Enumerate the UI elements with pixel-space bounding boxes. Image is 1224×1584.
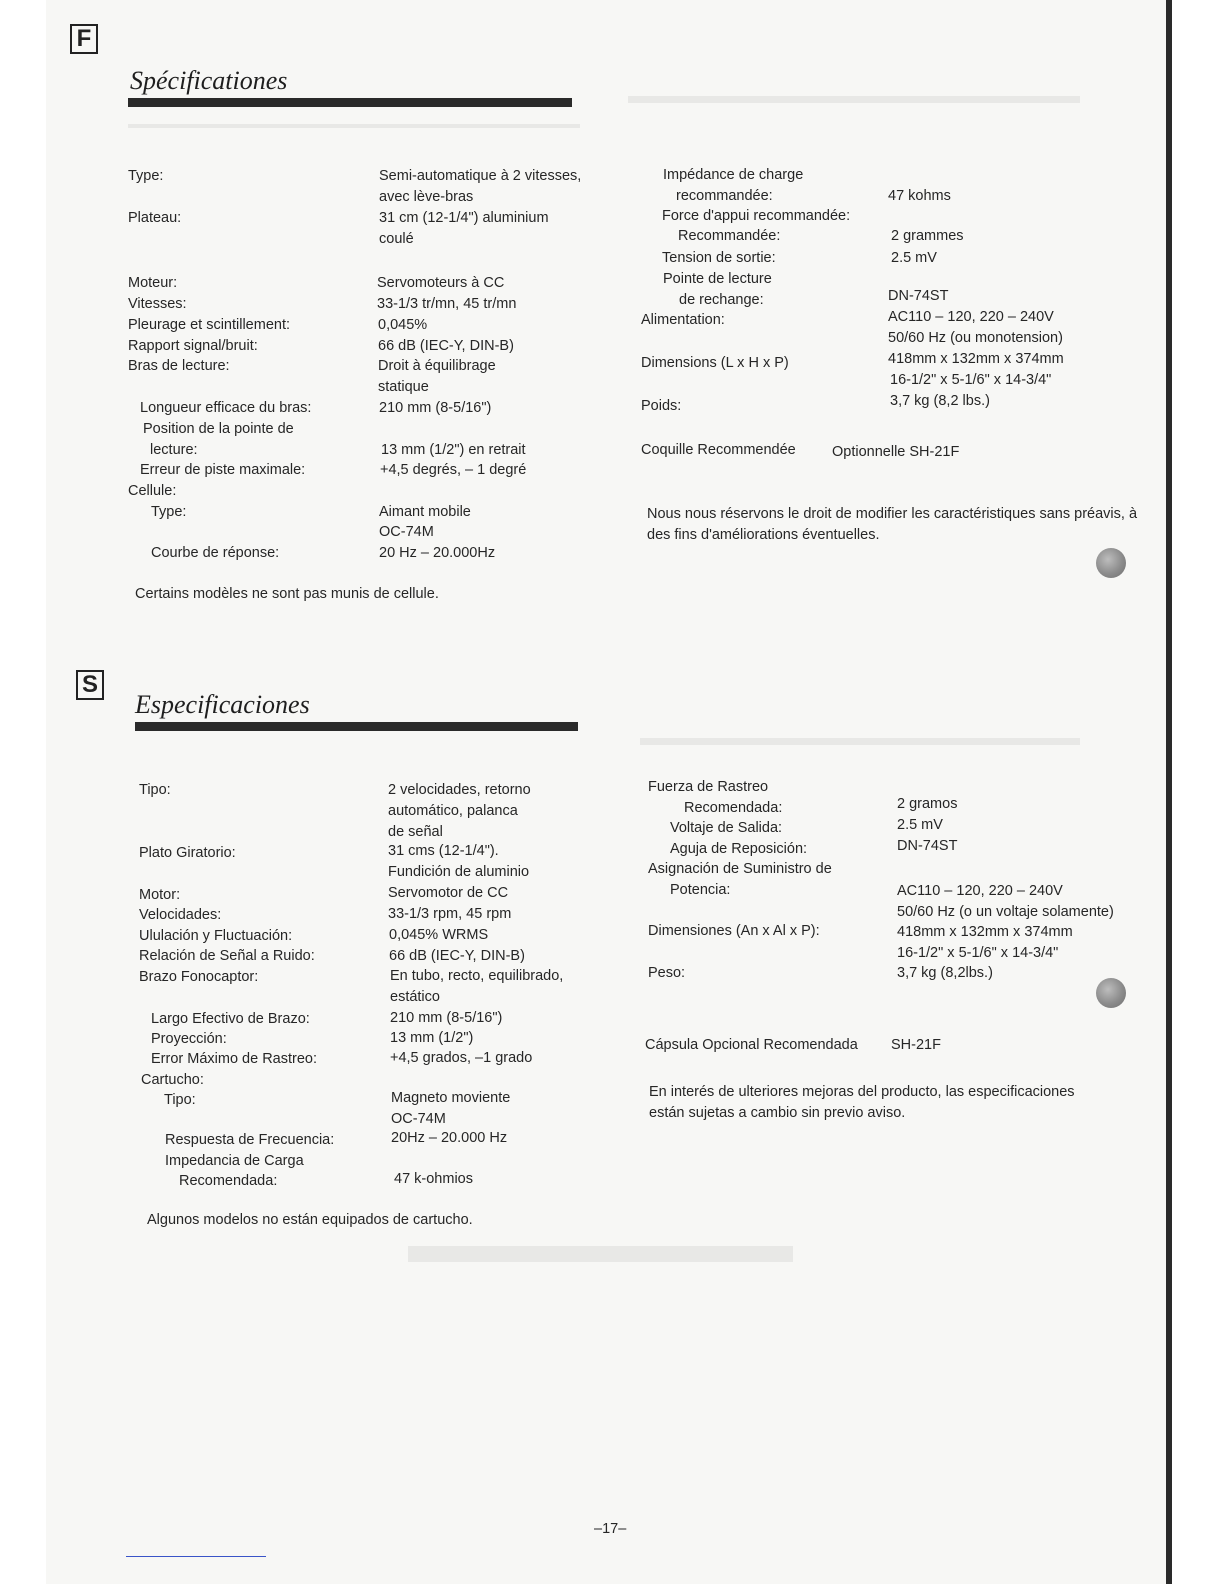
spec-label: Poids: (641, 398, 682, 414)
spec-value: 31 cm (12-1/4") aluminium (379, 210, 549, 226)
spec-label: Plateau: (128, 210, 182, 226)
spec-value: 0,045% WRMS (389, 927, 489, 943)
french-cartridge-note: Certains modèles ne sont pas munis de cellule. (135, 586, 439, 602)
spec-value: estático (390, 989, 440, 1005)
footer-link-underline (126, 1556, 266, 1557)
spec-value: 20Hz – 20.000 Hz (391, 1130, 508, 1146)
spec-value: statique (378, 379, 429, 395)
spec-label: Type: (128, 168, 164, 184)
spec-value: 16-1/2" x 5-1/6" x 14-3/4" (890, 372, 1052, 388)
spec-label: Impédance de charge (663, 167, 804, 183)
spec-label: Recomendada: (179, 1173, 278, 1189)
spec-label: Coquille Recommendée (641, 442, 796, 458)
spec-label: Position de la pointe de (143, 421, 294, 437)
spec-label: Asignación de Suministro de (648, 861, 832, 877)
spec-value: +4,5 grados, –1 grado (390, 1050, 533, 1066)
page-margin-right (1172, 0, 1224, 1584)
spec-value: 2 grammes (891, 228, 964, 244)
spec-label: Tipo: (164, 1092, 196, 1108)
spec-label: Recomendada: (684, 800, 783, 816)
spec-label: Pointe de lecture (663, 271, 772, 287)
section-title-spanish: Especificaciones (135, 690, 310, 719)
spec-label: Dimensiones (An x Al x P): (648, 923, 820, 939)
spec-label: Velocidades: (139, 907, 222, 923)
punch-hole-marker (1096, 548, 1126, 578)
spec-label: Motor: (139, 887, 181, 903)
spec-value: 66 dB (IEC-Y, DIN-B) (389, 948, 525, 964)
spec-value: AC110 – 120, 220 – 240V (897, 883, 1063, 899)
spec-value: 2.5 mV (891, 250, 937, 266)
spec-label: Voltaje de Salida: (670, 820, 783, 836)
spec-label: Tipo: (139, 782, 171, 798)
spec-label: Moteur: (128, 275, 178, 291)
spec-value: automático, palanca (388, 803, 518, 819)
spec-label: Dimensions (L x H x P) (641, 355, 789, 371)
spec-value: Servomotor de CC (388, 885, 509, 901)
spec-label: Potencia: (670, 882, 731, 898)
spec-value: de señal (388, 824, 443, 840)
spec-value: Aimant mobile (379, 504, 471, 520)
spec-label: Fuerza de Rastreo (648, 779, 769, 795)
spec-value: 3,7 kg (8,2 lbs.) (890, 393, 990, 409)
spec-label: Brazo Fonocaptor: (139, 969, 259, 985)
spec-value: 418mm x 132mm x 374mm (888, 351, 1064, 367)
spec-label: Type: (151, 504, 187, 520)
spec-label: Rapport signal/bruit: (128, 338, 258, 354)
spec-label: lecture: (150, 442, 198, 458)
spec-value: 210 mm (8-5/16") (390, 1010, 503, 1026)
spec-value: 418mm x 132mm x 374mm (897, 924, 1073, 940)
spec-value: coulé (379, 231, 414, 247)
spec-value: 33-1/3 rpm, 45 rpm (388, 906, 512, 922)
spec-value: 66 dB (IEC-Y, DIN-B) (378, 338, 514, 354)
spec-label: Error Máximo de Rastreo: (151, 1051, 317, 1067)
bleed-through-bar (640, 738, 1080, 745)
spec-label: Plato Giratorio: (139, 845, 236, 861)
spec-value: 2 gramos (897, 796, 958, 812)
spec-value: SH-21F (891, 1037, 941, 1053)
spec-label: Peso: (648, 965, 686, 981)
spec-value: Fundición de aluminio (388, 864, 530, 880)
spec-value: 50/60 Hz (o un voltaje solamente) (897, 904, 1114, 920)
spec-value: 0,045% (378, 317, 428, 333)
spec-value: Optionnelle SH-21F (832, 444, 960, 460)
spec-value: 13 mm (1/2") en retrait (381, 442, 526, 458)
spec-label: recommandée: (676, 188, 773, 204)
language-badge-spanish: S (76, 670, 104, 700)
bleed-through-bar (128, 124, 580, 128)
bleed-through-bar (628, 96, 1080, 103)
spec-label: Tension de sortie: (662, 250, 776, 266)
spec-value: En tubo, recto, equilibrado, (390, 968, 564, 984)
spec-label: Erreur de piste maximale: (140, 462, 306, 478)
spec-value: OC-74M (391, 1111, 446, 1127)
spec-label: Cápsula Opcional Recomendada (645, 1037, 858, 1053)
spec-label: Bras de lecture: (128, 358, 230, 374)
spec-value: 2.5 mV (897, 817, 943, 833)
section-title-french: Spécificationes (130, 66, 288, 95)
spec-value: Droit à équilibrage (378, 358, 496, 374)
spec-label: Vitesses: (128, 296, 187, 312)
spec-value: 13 mm (1/2") (390, 1030, 474, 1046)
spec-label: Cellule: (128, 483, 177, 499)
spec-label: Impedancia de Carga (165, 1153, 304, 1169)
spec-label: Courbe de réponse: (151, 545, 280, 561)
spec-value: 47 kohms (888, 188, 951, 204)
spec-label: Longueur efficace du bras: (140, 400, 312, 416)
spec-label: Alimentation: (641, 312, 725, 328)
spec-value: +4,5 degrés, – 1 degré (380, 462, 527, 478)
document-page (46, 0, 1168, 1584)
spec-value: 2 velocidades, retorno (388, 782, 531, 798)
spec-value: 16-1/2" x 5-1/6" x 14-3/4" (897, 945, 1059, 961)
spec-label: Force d'appui recommandée: (662, 208, 851, 224)
spec-value: AC110 – 120, 220 – 240V (888, 309, 1054, 325)
french-disclaimer-note: Nous nous réservons le droit de modifier les caractéristiques sans préavis, à des fins d'améliorations éventuelles. (647, 506, 1138, 543)
spec-value: 20 Hz – 20.000Hz (379, 545, 496, 561)
section-title-underline (128, 98, 572, 107)
spec-value: OC-74M (379, 524, 434, 540)
section-title-underline (135, 722, 578, 731)
spec-value: DN-74ST (897, 838, 958, 854)
spec-label: Pleurage et scintillement: (128, 317, 290, 333)
spec-value: 3,7 kg (8,2lbs.) (897, 965, 993, 981)
spec-label: Respuesta de Frecuencia: (165, 1132, 335, 1148)
spanish-cartridge-note: Algunos modelos no están equipados de cartucho. (147, 1212, 473, 1228)
spec-label: Aguja de Reposición: (670, 841, 808, 857)
spec-label: Ululación y Fluctuación: (139, 928, 293, 944)
punch-hole-marker (1096, 978, 1126, 1008)
spec-label: de rechange: (679, 292, 764, 308)
spec-label: Relación de Señal a Ruido: (139, 948, 315, 964)
spec-label: Cartucho: (141, 1072, 204, 1088)
spec-value: Semi-automatique à 2 vitesses, (379, 168, 582, 184)
page-number: –17– (594, 1521, 627, 1537)
spec-value: 31 cms (12-1/4"). (388, 843, 499, 859)
bleed-through-heading (408, 1246, 793, 1262)
spec-value: 50/60 Hz (ou monotension) (888, 330, 1063, 346)
spanish-disclaimer-note: En interés de ulteriores mejoras del producto, las especificaciones están sujetas a cambio sin previo aviso. (649, 1084, 1075, 1121)
page-margin-left (0, 0, 46, 1584)
spec-value: 210 mm (8-5/16") (379, 400, 492, 416)
spec-label: Recommandée: (678, 228, 781, 244)
spec-label: Largo Efectivo de Brazo: (151, 1011, 310, 1027)
spec-value: Magneto moviente (391, 1090, 511, 1106)
spec-label: Proyección: (151, 1031, 227, 1047)
spec-value: avec lève-bras (379, 189, 474, 205)
spec-value: 47 k-ohmios (394, 1171, 473, 1187)
spec-value: 33-1/3 tr/mn, 45 tr/mn (377, 296, 517, 312)
spec-value: Servomoteurs à CC (377, 275, 505, 291)
spec-value: DN-74ST (888, 288, 949, 304)
language-badge-french: F (70, 24, 98, 54)
